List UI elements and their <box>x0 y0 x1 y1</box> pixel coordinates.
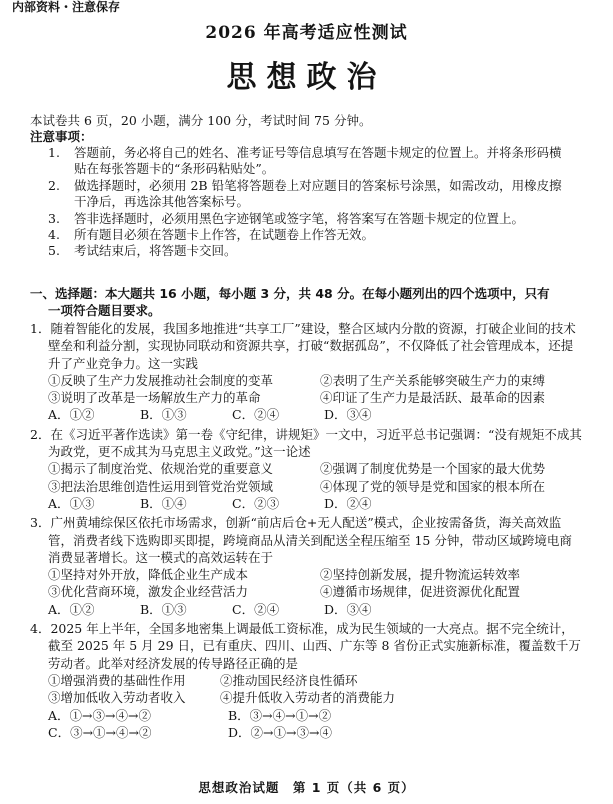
answer-choice-d: D．③④ <box>324 407 372 423</box>
note-number: 2. <box>48 177 60 193</box>
note-number: 3. <box>48 210 60 226</box>
statement-option: ②坚持创新发展，提升物流运转效率 <box>320 567 521 583</box>
note-text: 做选择题时，必须用 2B 铅笔将答题卷上对应题目的答案标号涂黑，如需改动，用橡皮擦干净后，再选涂其他答案标号。 <box>74 177 562 210</box>
answer-choice-b: B．①④ <box>140 495 187 511</box>
statement-options <box>30 372 582 407</box>
note-item <box>48 178 568 211</box>
note-item <box>48 145 568 178</box>
statement-option: ④遵循市场规律，促进资源优化配置 <box>320 584 521 600</box>
question-stem: 1．随着智能化的发展，我国多地推进“共享工厂”建设，整合区域内分散的资源，打破企业间的技术壁垒和利益分割，实现协同联动和资源共享，打破“数据孤岛”，不仅降低了社会管理成本，还提升了产业竞争力。这一实践 <box>30 321 576 371</box>
section-heading-line2: 一项符合题目要求。 <box>48 303 161 318</box>
statement-option: ①反映了生产力发展推动社会制度的变革 <box>48 372 274 388</box>
answer-choice-c: C．②③ <box>232 495 280 511</box>
question-stem: 3．广州黄埔综保区依托市场需求，创新“前店后仓+无人配送”模式，企业按需备货，海关高效监管，消费者线下选购即买即提，跨境商品从清关到配送全程压缩至 15 分钟，带动区域跨境电商消费显著增长。这一模式的高效运转在于 <box>30 515 572 565</box>
statement-option: ②推动国民经济良性循环 <box>220 672 358 688</box>
question-2 <box>30 426 582 512</box>
note-item <box>48 243 568 259</box>
answer-choice-a: A．①→③→④→② <box>48 707 151 723</box>
note-number: 4. <box>48 227 60 243</box>
header-note: 内部资料・注意保存 <box>12 0 121 14</box>
question-1 <box>30 320 582 424</box>
page-footer: 思想政治试题 第 1 页（共 6 页） <box>198 780 415 795</box>
answer-choices <box>30 601 582 618</box>
answer-choices <box>30 495 582 512</box>
statement-option: ④提升低收入劳动者的消费能力 <box>220 690 396 706</box>
answer-choices <box>30 406 582 423</box>
note-text: 答非选择题时，必须用黑色字迹钢笔或签字笔，将答案写在答题卡规定的位置上。 <box>74 210 525 226</box>
note-item <box>48 227 568 243</box>
answer-choice-b: B．③→④→①→② <box>228 707 332 723</box>
answer-choice-c: C．③→①→④→② <box>48 724 152 740</box>
question-list <box>30 320 582 743</box>
answer-choice-d: D．②④ <box>324 495 372 511</box>
subject-title: 思想政治 <box>226 60 387 95</box>
section-heading <box>30 285 570 319</box>
statement-option: ③增加低收入劳动者收入 <box>48 690 186 706</box>
note-number: 1. <box>48 145 60 160</box>
notes-title: 注意事项： <box>30 129 93 144</box>
note-number: 5. <box>48 243 60 259</box>
exam-title: 2026 年高考适应性测试 <box>205 23 408 43</box>
answer-choices <box>30 707 582 742</box>
statement-option: ④体现了党的领导是党和国家的根本所在 <box>320 478 546 494</box>
statement-options <box>30 566 582 601</box>
answer-choice-a: A．①③ <box>48 495 95 511</box>
note-text: 答题前，务必将自己的姓名、准考证号等信息填写在答题卡规定的位置上。并将条形码横贴在每张答题卡的“条形码粘贴处”。 <box>74 145 562 177</box>
statement-option: ②强调了制度优势是一个国家的最大优势 <box>320 461 546 477</box>
note-text: 所有题目必须在答题卡上作答，在试题卷上作答无效。 <box>74 227 375 243</box>
answer-choice-a: A．①② <box>48 407 95 423</box>
statement-option: ①揭示了制度治党、依规治党的重要意义 <box>48 461 274 477</box>
answer-choice-d: D．②→①→③→④ <box>228 724 332 740</box>
statement-option: ③把法治思维创造性运用到管党治党领域 <box>48 478 274 494</box>
statement-option: ③说明了改革是一场解放生产力的革命 <box>48 390 261 406</box>
statement-options <box>30 672 582 707</box>
question-stem: 4．2025 年上半年，全国多地密集上调最低工资标准，成为民生领域的一大亮点。据不完全统计，截至 2025 年 5 月 29 日，已有重庆、四川、山西、广东等 8 省份正式实施新标准，覆盖数千万劳动者。此举对经济发展的传导路径正确的是 <box>30 621 581 671</box>
answer-choice-c: C．②④ <box>232 407 280 423</box>
exam-intro: 本试卷共 6 页，20 小题，满分 100 分，考试时间 75 分钟。 <box>30 113 372 128</box>
answer-choice-a: A．①② <box>48 601 95 617</box>
notes-list <box>48 145 568 260</box>
answer-choice-d: D．③④ <box>324 601 372 617</box>
question-4 <box>30 620 582 741</box>
statement-option: ①增强消费的基础性作用 <box>48 672 186 688</box>
question-3 <box>30 514 582 618</box>
question-stem: 2．在《习近平著作选读》第一卷《守纪律，讲规矩》一文中，习近平总书记强调：“没有规矩不成其为政党，更不成其为马克思主义政党。”这一论述 <box>30 426 582 460</box>
answer-choice-c: C．②④ <box>232 601 280 617</box>
note-text: 考试结束后，将答题卡交回。 <box>74 243 237 259</box>
statement-option: ②表明了生产关系能够突破生产力的束缚 <box>320 372 546 388</box>
statement-options <box>30 460 582 495</box>
statement-option: ④印证了生产力是最活跃、最革命的因素 <box>320 390 546 406</box>
statement-option: ①坚持对外开放，降低企业生产成本 <box>48 567 249 583</box>
answer-choice-b: B．①③ <box>140 407 187 423</box>
statement-option: ③优化营商环境，激发企业经营活力 <box>48 584 249 600</box>
answer-choice-b: B．①③ <box>140 601 187 617</box>
note-item <box>48 211 568 227</box>
section-heading-line1: 一、选择题：本大题共 16 小题，每小题 3 分，共 48 分。在每小题列出的四个选项中，只有 <box>30 286 550 301</box>
